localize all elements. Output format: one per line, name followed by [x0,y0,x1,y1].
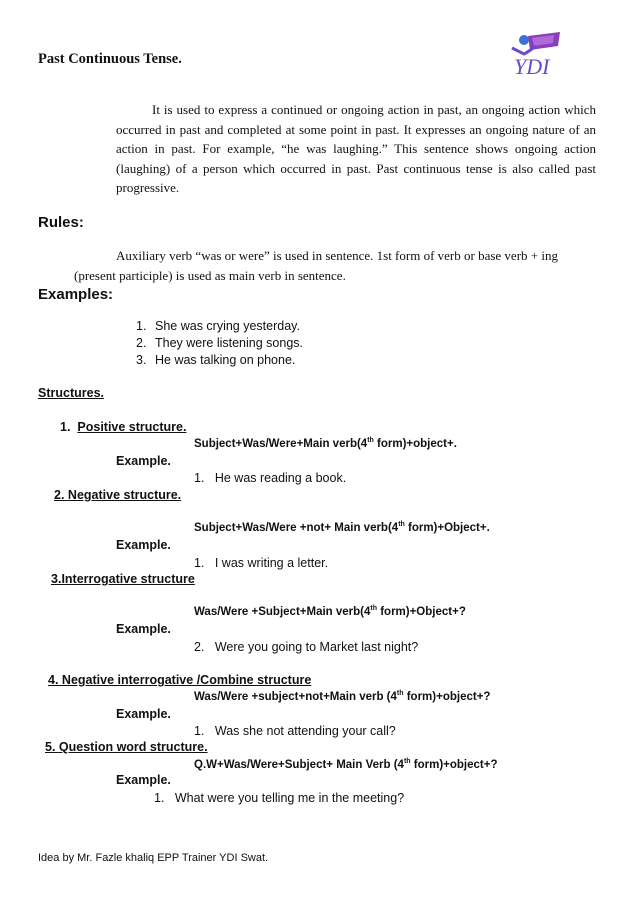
formula-interrogative: Was/Were +Subject+Main verb(4th form)+Object+? [194,605,466,618]
examples-list [136,318,303,369]
section-heading-positive [60,420,186,434]
section-title: Negative structure. [67,488,182,502]
formula-negative: Subject+Was/Were +not+ Main verb(4th form)+Object+. [194,521,490,534]
section-number: 4. [48,673,59,687]
section-title: Negative interrogative /Combine structure [61,673,312,687]
section-heading-negative [54,488,181,502]
section-title: Interrogative structure [61,572,195,586]
section-number: 5. [45,740,56,754]
example-sentence: 1. I was writing a letter. [194,556,329,570]
example-label: Example. [116,707,171,721]
logo-arms-shape [512,46,536,54]
list-number: 1. [136,319,147,333]
list-text: He was talking on phone. [155,353,296,367]
formula-question-word: Q.W+Was/Were+Subject+ Main Verb (4th form)+object+? [194,758,498,771]
section-number: 2. [54,488,65,502]
list-item [136,318,303,335]
example-label: Example. [116,454,171,468]
ydi-logo [508,30,570,82]
logo-text: YDI [514,54,550,79]
page-title: Past Continuous Tense. [38,51,182,67]
intro-paragraph [116,100,596,198]
formula-positive: Subject+Was/Were+Main verb(4th form)+object+. [194,437,457,450]
list-item [136,335,303,352]
rules-heading: Rules: [38,214,84,231]
logo-head-shape [519,35,529,45]
footer-credit: Idea by Mr. Fazle khaliq EPP Trainer YDI Swat. [38,852,269,864]
rules-text: Auxiliary verb “was or were” is used in sentence. 1st form of verb or base verb + ing (present participle) is used as main verb in sentence. [74,248,558,283]
section-heading-question-word [45,740,208,754]
example-label: Example. [116,622,171,636]
rules-paragraph [74,246,594,285]
example-sentence: 1. He was reading a book. [194,471,347,485]
list-text: She was crying yesterday. [155,319,300,333]
section-number: 3. [51,572,62,586]
example-sentence: 1. What were you telling me in the meeting? [154,791,405,805]
list-text: They were listening songs. [155,336,303,350]
section-title: Question word structure. [58,740,208,754]
formula-negative-interrogative: Was/Were +subject+not+Main verb (4th form)+object+? [194,690,491,703]
example-sentence: 2. Were you going to Market last night? [194,640,419,654]
section-heading-interrogative [51,572,195,586]
list-number: 3. [136,353,147,367]
examples-heading: Examples: [38,286,114,303]
example-sentence: 1. Was she not attending your call? [194,724,396,738]
section-number: 1. [60,420,71,434]
section-title: Positive structure. [77,420,187,434]
structures-heading: Structures. [38,386,104,400]
example-label: Example. [116,773,171,787]
list-item [136,352,303,369]
intro-text: It is used to express a continued or ongoing action in past, an ongoing action which occurred in past and completed at some point in past. It expresses an ongoing nature of an action in past. For example, “he was laughing.” This sentence shows ongoing action (laughing) of a person which occurred in past. Past continuous tense is also called past progressive. [116,102,596,195]
example-label: Example. [116,538,171,552]
list-number: 2. [136,336,147,350]
section-heading-negative-interrogative [48,673,311,687]
